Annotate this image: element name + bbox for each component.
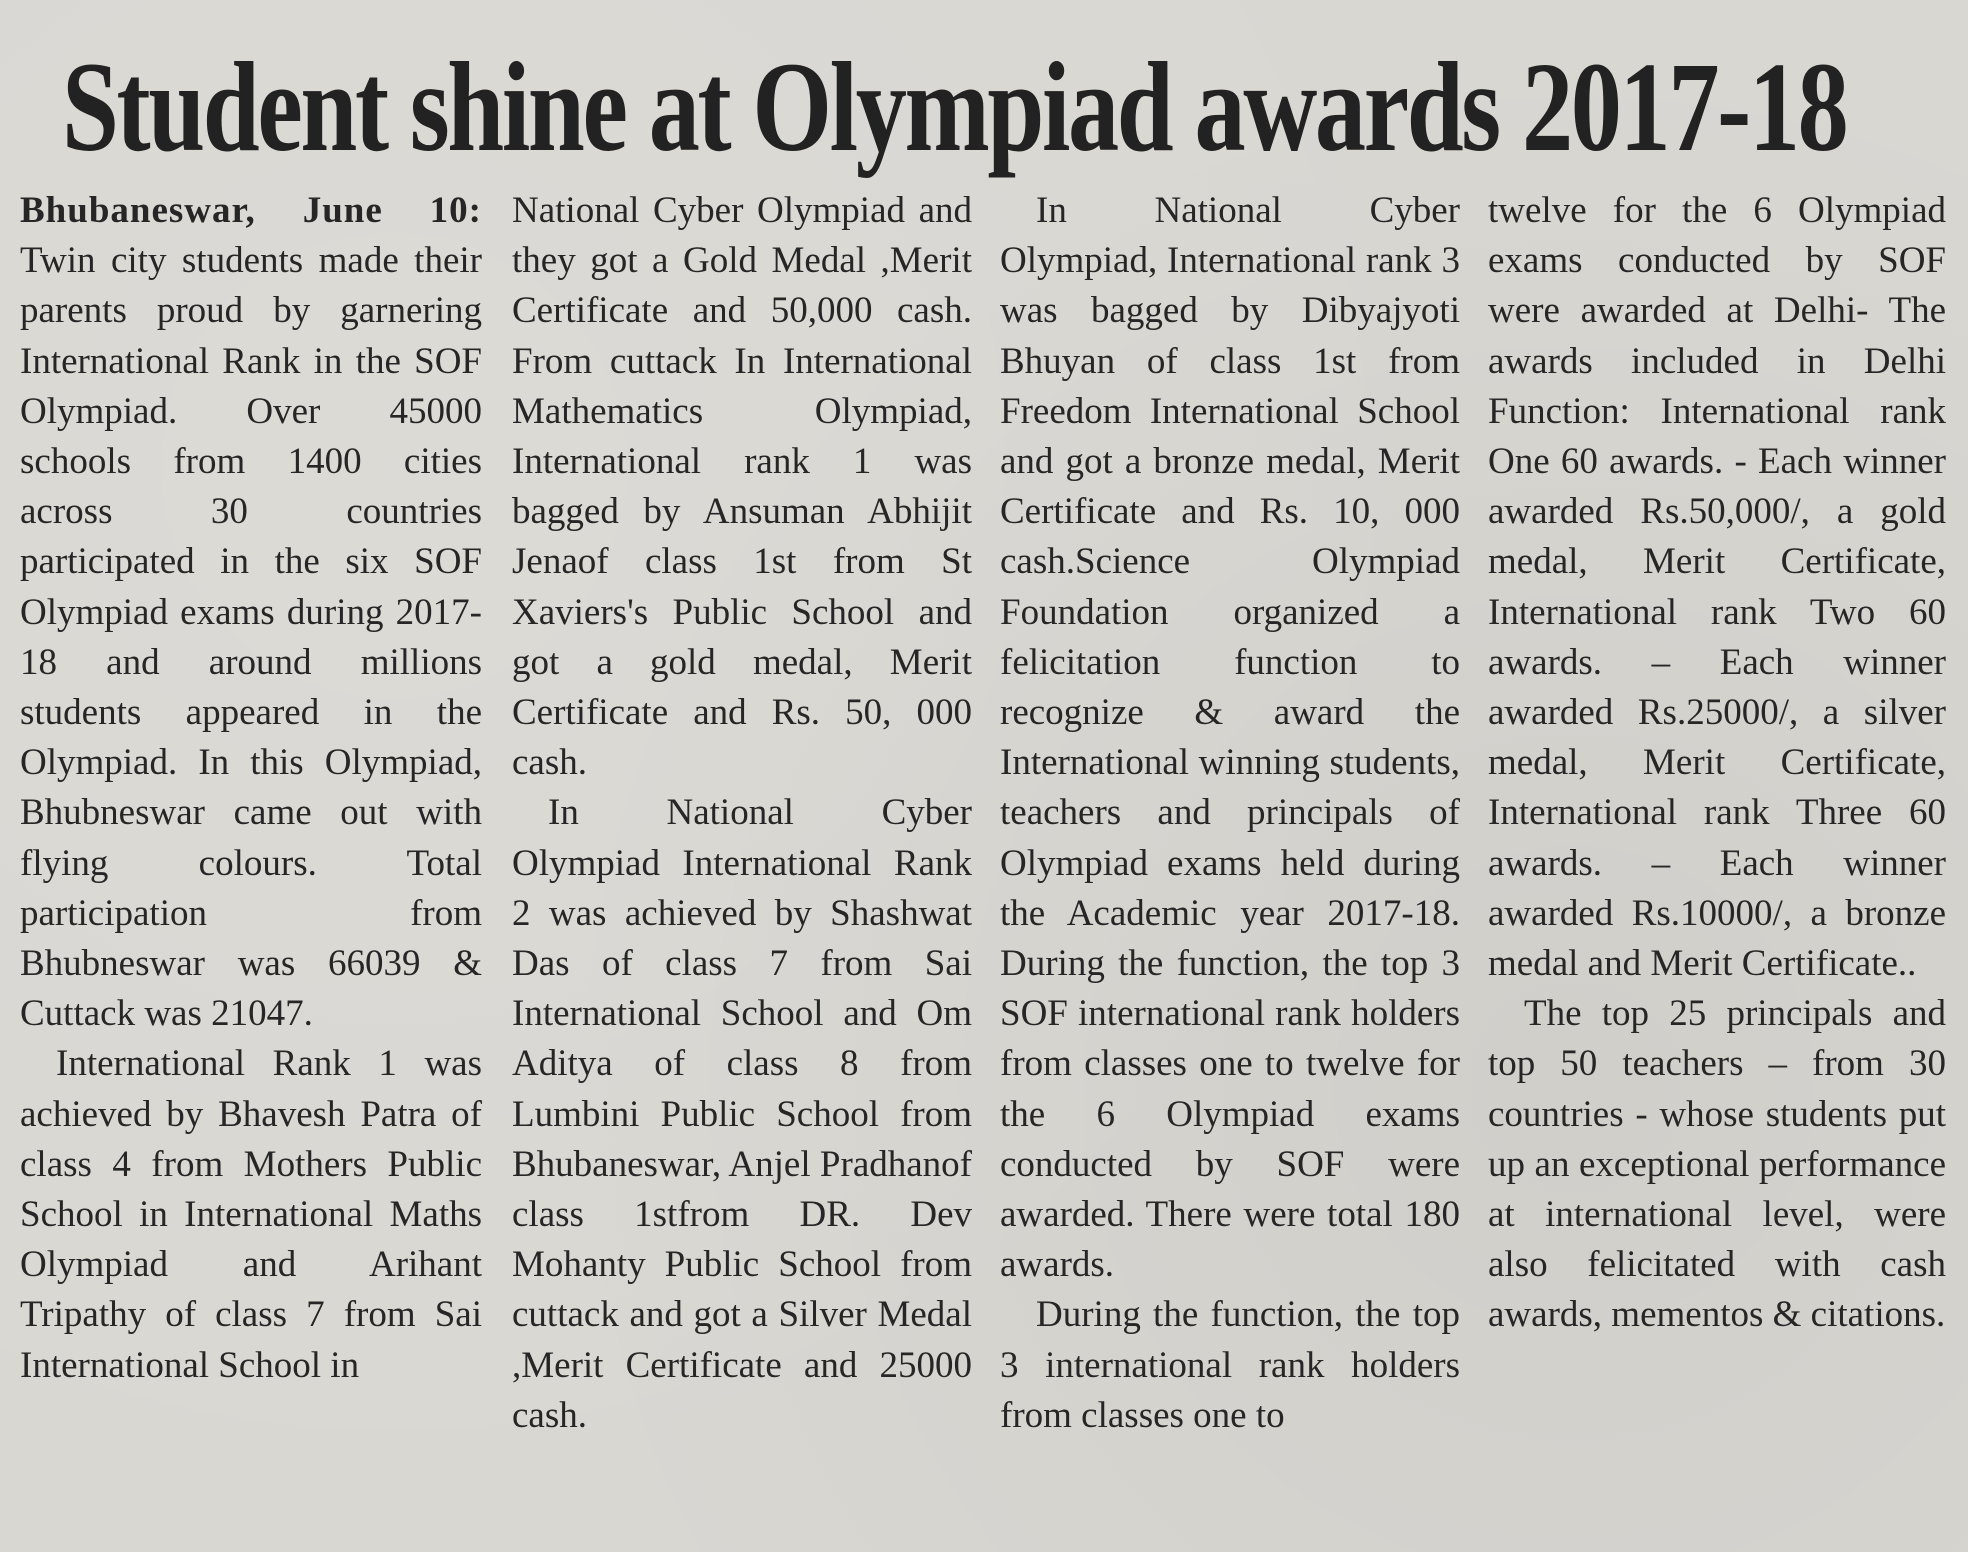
article-column-2	[512, 186, 972, 1541]
article-paragraph: In National Cyber Olympiad International Rank 2 was achieved by Shashwat Das of class 7 from Sai International School and Om Aditya of class 8 from Lumbini Public School from Bhubaneswar, Anjel Pradhanof class 1stfrom DR. Dev Mohanty Public School from cuttack and got a Silver Medal ,Merit Certificate and 25000 cash.	[512, 792, 972, 1436]
article-paragraph: During the function, the top 3 international rank holders from classes one to	[1000, 1294, 1460, 1436]
article-text: Twin city students made their parents proud by garnering International Rank in the SOF Olympiad. Over 45000 schools from 1400 cities across 30 countries participated in the six SOF Olympiad exams during 2017-18 and around millions students appeared in the Olympiad. In this Olympiad, Bhubneswar came out with flying colours. Total participation from Bhubneswar was 66039 & Cuttack was 21047.	[20, 240, 482, 1035]
article-paragraph: International Rank 1 was achieved by Bhavesh Patra of class 4 from Mothers Public School in International Maths Olympiad and Arihant Tripathy of class 7 from Sai International School in	[20, 1043, 482, 1386]
article-headline: Student shine at Olympiad awards 2017-18	[62, 36, 1847, 178]
article-column-1	[20, 186, 482, 1541]
article-column-3	[1000, 186, 1460, 1541]
article-paragraph: The top 25 principals and top 50 teachers – from 30 countries - whose students put up an exceptional performance at international level, were also felicitated with cash awards, mementos & citations.	[1488, 993, 1946, 1336]
article-dateline: Bhubaneswar, June 10:	[20, 190, 482, 231]
article-paragraph: twelve for the 6 Olympiad exams conducted by SOF were awarded at Delhi- The awards included in Delhi Function: International rank One 60 awards. - Each winner awarded Rs.50,000/, a gold medal, Merit Certificate, International rank Two 60 awards. – Each winner awarded Rs.25000/, a silver medal, Merit Certificate, International rank Three 60 awards. – Each winner awarded Rs.10000/, a bronze medal and Merit Certificate..	[1488, 190, 1946, 985]
article-paragraph: In National Cyber Olympiad, International rank 3 was bagged by Dibyajyoti Bhuyan of class 1st from Freedom International School and got a bronze medal, Merit Certificate and Rs. 10, 000 cash.Science Olympiad Foundation organized a felicitation function to recognize & award the International winning students, teachers and principals of Olympiad exams held during the Academic year 2017-18. During the function, the top 3 SOF international rank holders from classes one to twelve for the 6 Olympiad exams conducted by SOF were awarded. There were total 180 awards.	[1000, 190, 1460, 1286]
article-column-4	[1488, 186, 1946, 1541]
article-paragraph: National Cyber Olympiad and they got a Gold Medal ,Merit Certificate and 50,000 cash. From cuttack In International Mathematics Olympiad, International rank 1 was bagged by Ansuman Abhijit Jenaof class 1st from St Xaviers's Public School and got a gold medal, Merit Certificate and Rs. 50, 000 cash.	[512, 190, 972, 784]
article-paragraph	[20, 186, 482, 1039]
